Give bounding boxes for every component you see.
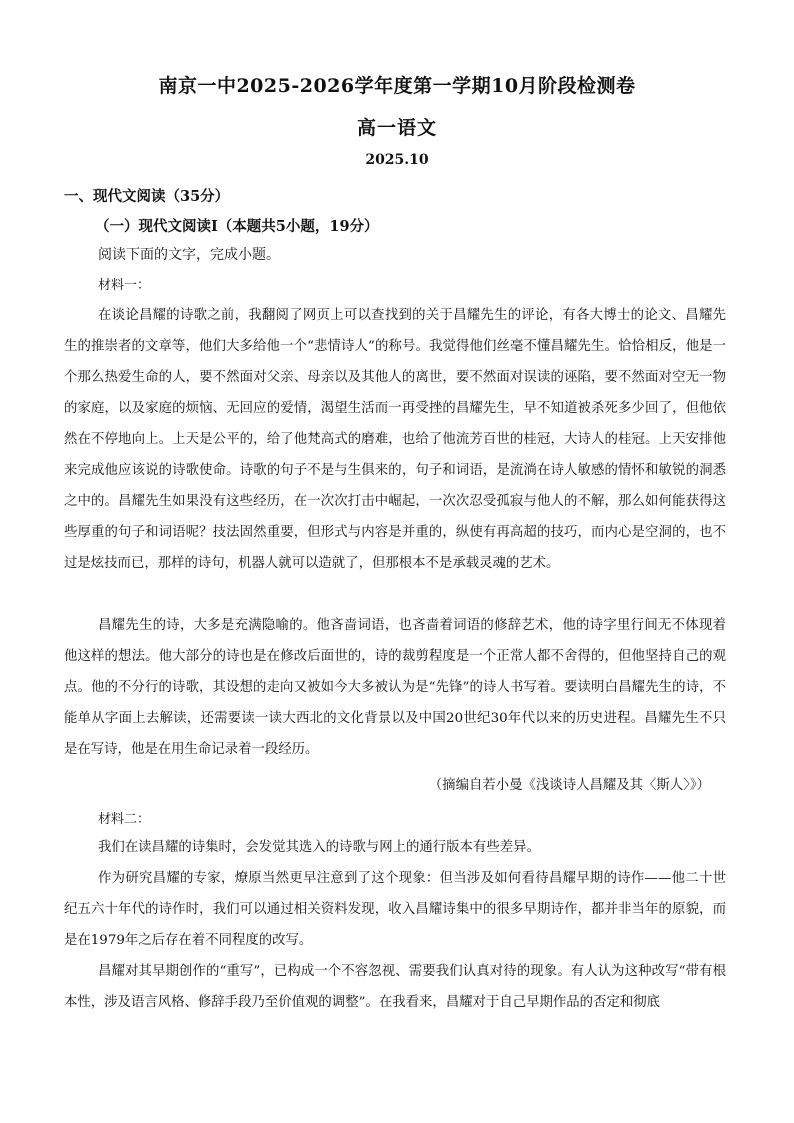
material-one-label: 材料一： [98, 278, 151, 293]
subject-title: 高一语文 [356, 117, 437, 139]
exam-date: 2025.10 [365, 152, 429, 168]
material-one-citation: （摘编自若小曼《浅谈诗人昌耀及其〈斯人〉》） [428, 778, 710, 793]
reading-instruction: 阅读下面的文字，完成小题。 [98, 247, 280, 263]
material-one-paragraph-1: 在谈论昌耀的诗歌之前，我翻阅了网页上可以查找到的关于昌耀先生的评论，有各大博士的论文、昌耀先生的推崇者的文章等，他们大多给他一个“悲情诗人”的称号。我觉得他们丝毫不懂昌耀先生。恰恰相反，他是一个那么热爱生命的人，要不然面对父亲、母亲以及其他人的离世，要不然面对误读的诬陷，要不然面对空无一物的家庭，以及家庭的烦恼、无回应的爱情，渴望生活而一再受挫的昌耀先生，早不知道被杀死多少回了，但他依然在不停地向上。上天是公平的，给了他梵高式的磨难，也给了他流芳百世的桂冠，大诗人的桂冠。上天安排他来完成他应该说的诗歌使命。诗歌的句子不是与生俱来的，句子和词语，是流淌在诗人敏感的情怀和敏锐的洞悉之中的。昌耀先生如果没有这些经历，在一次次打击中崛起，一次次忍受孤寂与他人的不解，那么如何能获得这些厚重的句子和词语呢？技法固然重要，但形式与内容是并重的，纵使有再高超的技巧，而内心是空洞的，也不过是炫技而已，那样的诗句，机器人就可以造就了，但那根本不是承载灵魂的艺术。 [64, 308, 726, 571]
section-heading: 一、现代文阅读（35分） [64, 188, 230, 205]
material-one-paragraph-2: 昌耀先生的诗，大多是充满隐喻的。他吝啬词语，也吝啬着词语的修辞艺术，他的诗字里行间无不体现着他这样的想法。他大部分的诗也是在修改后面世的，诗的裁剪程度是一个正常人都不舍得的，但他坚持自己的观点。他的不分行的诗歌，其设想的走向又被如今大多被认为是“先锋”的诗人书写着。要读明白昌耀先生的诗，不能单从字面上去解读，还需要读一读大西北的文化背景以及中国20世纪30年代以来的历史进程。昌耀先生不只是在写诗，他是在用生命记录着一段经历。 [64, 618, 726, 757]
subsection-heading: （一）现代文阅读Ⅰ（本题共5小题，19分） [95, 218, 379, 235]
material-two-label: 材料二： [98, 812, 151, 827]
material-two-paragraph-2: 作为研究昌耀的专家，燎原当然更早注意到了这个现象：但当涉及如何看待昌耀早期的诗作——他二十世纪五六十年代的诗作时，我们可以通过相关资料发现，收入昌耀诗集中的很多早期诗作，都并非当年的原貌，而是在1979年之后存在着不同程度的改写。 [64, 871, 726, 948]
exam-title: 南京一中2025-2026学年度第一学期10月阶段检测卷 [158, 75, 636, 97]
material-two-paragraph-1: 我们在读昌耀的诗集时，会发觉其选入的诗歌与网上的通行版本有些差异。 [98, 840, 540, 855]
material-two-paragraph-3: 昌耀对其早期创作的“重写”，已构成一个不容忽视、需要我们认真对待的现象。有人认为这种改写“带有根本性，涉及语言风格、修辞手段乃至价值观的调整”。在我看来，昌耀对于自己早期作品的否定和彻底 [64, 964, 726, 1010]
